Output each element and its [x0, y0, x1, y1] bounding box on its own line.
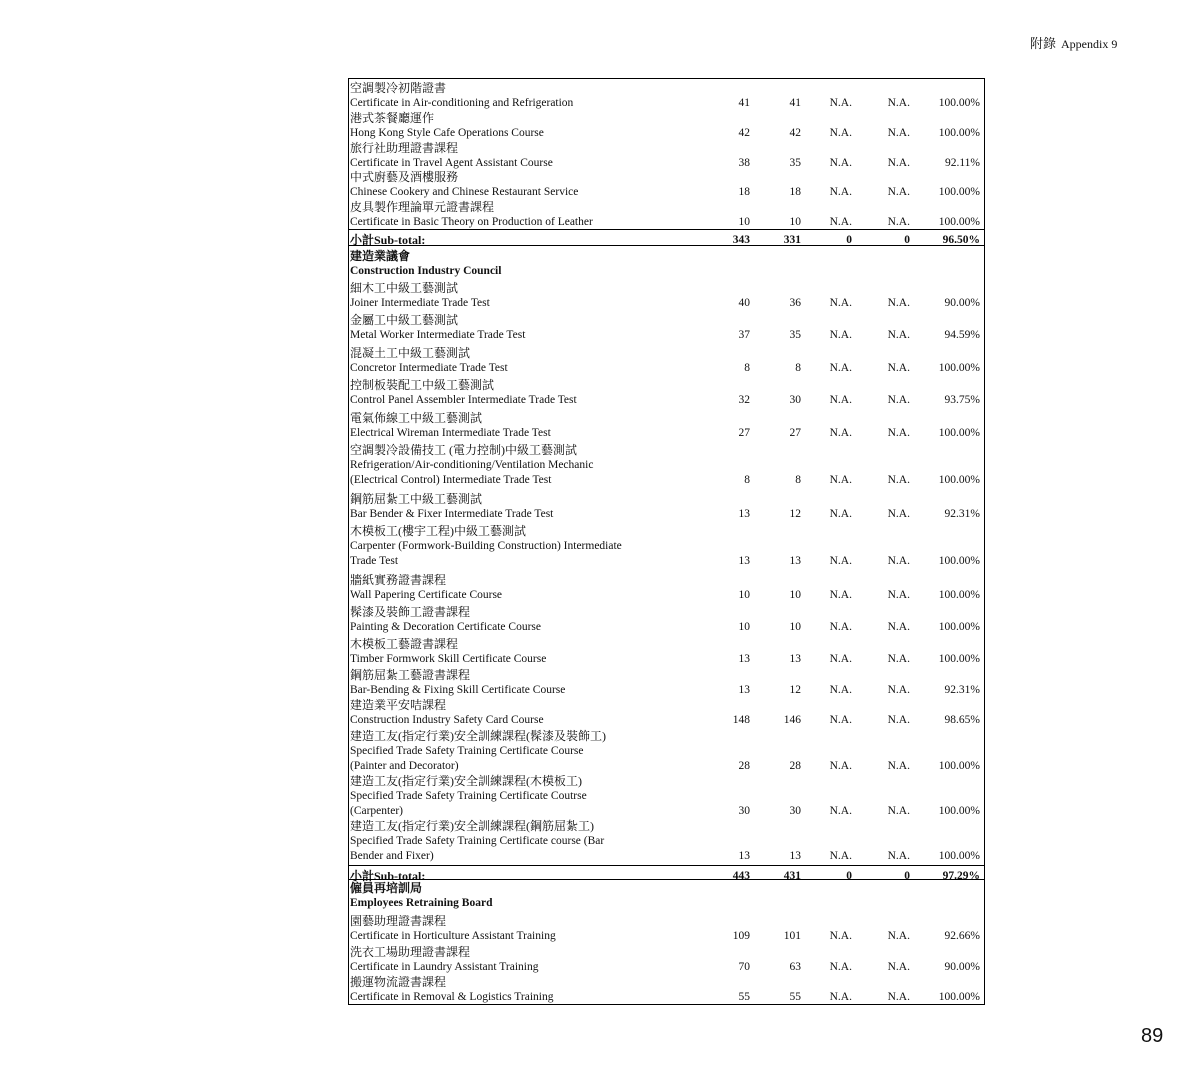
- applicants-value: 13: [738, 653, 750, 665]
- rate-value: 100.00%: [938, 216, 980, 228]
- applicants-value: 37: [738, 329, 750, 341]
- col3-value: N.A.: [829, 930, 852, 942]
- enrolled-value: 13: [789, 653, 801, 665]
- enrolled-value: 10: [789, 589, 801, 601]
- col3-value: N.A.: [829, 394, 852, 406]
- applicants-value: 443: [732, 870, 750, 882]
- applicants-value: 8: [744, 362, 750, 374]
- col3-value: N.A.: [829, 362, 852, 374]
- col4-value: N.A.: [887, 362, 910, 374]
- course-name-line: Control Panel Assembler Intermediate Trade Test: [350, 394, 577, 406]
- rate-value: 100.00%: [938, 850, 980, 862]
- col4-value: 0: [904, 234, 910, 246]
- enrolled-value: 55: [789, 991, 801, 1003]
- rate-value: 100.00%: [938, 653, 980, 665]
- enrolled-value: 12: [789, 508, 801, 520]
- table-row: [349, 573, 984, 603]
- enrolled-value: 63: [789, 961, 801, 973]
- course-name-line: Specified Trade Safety Training Certificate Course: [350, 745, 584, 757]
- appendix-label-zh: 附錄: [1030, 36, 1057, 51]
- table-row: [349, 411, 984, 441]
- section-title: Employees Retraining Board: [350, 897, 493, 909]
- course-name-line: Joiner Intermediate Trade Test: [350, 297, 490, 309]
- col3-value: N.A.: [829, 508, 852, 520]
- rate-value: 100.00%: [938, 589, 980, 601]
- enrolled-value: 10: [789, 621, 801, 633]
- col4-value: N.A.: [887, 621, 910, 633]
- applicants-value: 10: [738, 589, 750, 601]
- applicants-value: 27: [738, 427, 750, 439]
- table-row: [349, 729, 984, 774]
- course-name-line: 中式廚藝及酒樓服務: [350, 170, 459, 184]
- course-name-line: 木模板工(樓宇工程)中級工藝測試: [350, 524, 526, 538]
- col3-value: N.A.: [829, 474, 852, 486]
- col3-value: N.A.: [829, 555, 852, 567]
- course-name-line: Construction Industry Safety Card Course: [350, 714, 544, 726]
- course-name-line: Certificate in Air-conditioning and Refrigeration: [350, 97, 574, 109]
- col4-value: N.A.: [887, 186, 910, 198]
- col3-value: N.A.: [829, 427, 852, 439]
- applicants-value: 38: [738, 157, 750, 169]
- table-row: [349, 605, 984, 635]
- col3-value: N.A.: [829, 621, 852, 633]
- col4-value: N.A.: [887, 555, 910, 567]
- applicants-value: 41: [738, 97, 750, 109]
- table-row: [349, 945, 984, 975]
- section-header-row: [349, 881, 984, 911]
- enrolled-value: 30: [789, 394, 801, 406]
- applicants-value: 109: [732, 930, 750, 942]
- course-name-line: Trade Test: [350, 555, 399, 567]
- row-divider: [349, 245, 984, 246]
- course-name-line: Chinese Cookery and Chinese Restaurant Service: [350, 186, 579, 198]
- rate-value: 100.00%: [938, 427, 980, 439]
- enrolled-value: 431: [783, 870, 801, 882]
- applicants-value: 343: [732, 234, 750, 246]
- course-name-line: 建造工友(指定行業)安全訓練課程(鋼筋屈紮工): [350, 819, 594, 833]
- enrolled-value: 331: [783, 234, 801, 246]
- table-row: [349, 819, 984, 864]
- col3-value: N.A.: [829, 760, 852, 772]
- subtotal-label: 小計Sub-total:: [350, 233, 426, 247]
- course-name-line: Certificate in Basic Theory on Production of Leather: [350, 216, 593, 228]
- enrolled-value: 146: [783, 714, 801, 726]
- table-row: [349, 170, 984, 200]
- enrolled-value: 101: [783, 930, 801, 942]
- rate-value: 93.75%: [944, 394, 980, 406]
- rate-value: 100.00%: [938, 805, 980, 817]
- col4-value: N.A.: [887, 805, 910, 817]
- applicants-value: 13: [738, 850, 750, 862]
- col4-value: N.A.: [887, 961, 910, 973]
- col4-value: N.A.: [887, 427, 910, 439]
- applicants-value: 13: [738, 684, 750, 696]
- page-number: 89: [1141, 1025, 1164, 1047]
- col3-value: 0: [846, 234, 852, 246]
- col3-value: N.A.: [829, 684, 852, 696]
- course-name-line: Specified Trade Safety Training Certificate Coutrse: [350, 790, 587, 802]
- enrolled-value: 42: [789, 127, 801, 139]
- rate-value: 100.00%: [938, 186, 980, 198]
- table-row: [349, 81, 984, 111]
- course-name-line: 鋼筋屈紮工藝證書課程: [350, 668, 471, 682]
- table-row: [349, 346, 984, 376]
- col4-value: N.A.: [887, 329, 910, 341]
- row-divider: [349, 229, 984, 230]
- applicants-value: 10: [738, 216, 750, 228]
- col4-value: 0: [904, 870, 910, 882]
- col3-value: N.A.: [829, 805, 852, 817]
- course-name-line: 鋼筋屈紮工中級工藝測試: [350, 492, 483, 506]
- course-name-line: Specified Trade Safety Training Certificate course (Bar: [350, 835, 605, 847]
- applicants-value: 42: [738, 127, 750, 139]
- applicants-value: 18: [738, 186, 750, 198]
- appendix-label-en: Appendix 9: [1061, 37, 1118, 51]
- table-row: [349, 313, 984, 343]
- applicants-value: 32: [738, 394, 750, 406]
- col4-value: N.A.: [887, 474, 910, 486]
- subtotal-label: 小計Sub-total:: [350, 869, 426, 883]
- course-name-line: 混凝土工中級工藝測試: [350, 346, 471, 360]
- course-name-line: 港式茶餐廳運作: [350, 111, 435, 125]
- rate-value: 100.00%: [938, 127, 980, 139]
- section-title: Construction Industry Council: [350, 265, 502, 277]
- course-name-line: Metal Worker Intermediate Trade Test: [350, 329, 526, 341]
- course-name-line: 園藝助理證書課程: [350, 914, 447, 928]
- course-name-line: Bar-Bending & Fixing Skill Certificate Course: [350, 684, 566, 696]
- table-row: [349, 378, 984, 408]
- rate-value: 92.66%: [944, 930, 980, 942]
- table-row: [349, 774, 984, 819]
- enrolled-value: 35: [789, 329, 801, 341]
- col3-value: N.A.: [829, 297, 852, 309]
- applicants-value: 8: [744, 474, 750, 486]
- table-row: [349, 975, 984, 1005]
- applicants-value: 13: [738, 555, 750, 567]
- col3-value: N.A.: [829, 961, 852, 973]
- col3-value: N.A.: [829, 589, 852, 601]
- rate-value: 90.00%: [944, 961, 980, 973]
- course-name-line: Refrigeration/Air-conditioning/Ventilation Mechanic: [350, 459, 594, 471]
- applicants-value: 13: [738, 508, 750, 520]
- rate-value: 100.00%: [938, 555, 980, 567]
- enrolled-value: 8: [795, 474, 801, 486]
- enrolled-value: 13: [789, 850, 801, 862]
- enrolled-value: 18: [789, 186, 801, 198]
- rate-value: 98.65%: [944, 714, 980, 726]
- col4-value: N.A.: [887, 850, 910, 862]
- course-name-line: 木模板工藝證書課程: [350, 637, 459, 651]
- course-name-line: Certificate in Horticulture Assistant Training: [350, 930, 556, 942]
- col3-value: N.A.: [829, 127, 852, 139]
- rate-value: 100.00%: [938, 362, 980, 374]
- section-header-row: [349, 249, 984, 279]
- rate-value: 100.00%: [938, 760, 980, 772]
- enrolled-value: 41: [789, 97, 801, 109]
- col3-value: N.A.: [829, 991, 852, 1003]
- course-name-line: Timber Formwork Skill Certificate Course: [350, 653, 547, 665]
- section-title: 建造業議會: [350, 249, 411, 263]
- table-row: [349, 668, 984, 698]
- table-row: [349, 443, 984, 488]
- enrolled-value: 10: [789, 216, 801, 228]
- col4-value: N.A.: [887, 589, 910, 601]
- col3-value: 0: [846, 870, 852, 882]
- rate-value: 90.00%: [944, 297, 980, 309]
- col3-value: N.A.: [829, 186, 852, 198]
- applicants-value: 55: [738, 991, 750, 1003]
- course-name-line: Certificate in Travel Agent Assistant Course: [350, 157, 553, 169]
- course-name-line: 建造工友(指定行業)安全訓練課程(髹漆及裝飾工): [350, 729, 606, 743]
- table-row: [349, 914, 984, 944]
- course-name-line: 金屬工中級工藝測試: [350, 313, 459, 327]
- course-name-line: Electrical Wireman Intermediate Trade Test: [350, 427, 551, 439]
- col3-value: N.A.: [829, 850, 852, 862]
- course-name-line: 建造業平安咭課程: [350, 698, 447, 712]
- section-title: 僱員再培訓局: [350, 881, 423, 895]
- course-name-line: Carpenter (Formwork-Building Construction) Intermediate: [350, 540, 622, 552]
- page-header: [1030, 33, 1117, 52]
- col4-value: N.A.: [887, 714, 910, 726]
- course-name-line: (Carpenter): [350, 805, 403, 817]
- table-row: [349, 281, 984, 311]
- rate-value: 100.00%: [938, 474, 980, 486]
- row-divider: [349, 865, 984, 866]
- col4-value: N.A.: [887, 508, 910, 520]
- course-name-line: 建造工友(指定行業)安全訓練課程(木模板工): [350, 774, 582, 788]
- col3-value: N.A.: [829, 97, 852, 109]
- enrolled-value: 30: [789, 805, 801, 817]
- enrolled-value: 8: [795, 362, 801, 374]
- course-name-line: 牆紙實務證書課程: [350, 573, 447, 587]
- rate-value: 100.00%: [938, 97, 980, 109]
- course-name-line: (Electrical Control) Intermediate Trade Test: [350, 474, 552, 486]
- rate-value: 97.29%: [942, 870, 980, 882]
- col3-value: N.A.: [829, 714, 852, 726]
- table-row: [349, 524, 984, 569]
- rate-value: 96.50%: [942, 234, 980, 246]
- col4-value: N.A.: [887, 157, 910, 169]
- course-name-line: 細木工中級工藝測試: [350, 281, 459, 295]
- applicants-value: 30: [738, 805, 750, 817]
- col4-value: N.A.: [887, 97, 910, 109]
- table-row: [349, 492, 984, 522]
- course-name-line: Wall Papering Certificate Course: [350, 589, 503, 601]
- course-name-line: Bender and Fixer): [350, 850, 434, 862]
- enrolled-value: 12: [789, 684, 801, 696]
- col3-value: N.A.: [829, 216, 852, 228]
- col4-value: N.A.: [887, 684, 910, 696]
- rate-value: 92.11%: [944, 157, 980, 169]
- col4-value: N.A.: [887, 760, 910, 772]
- course-name-line: Hong Kong Style Cafe Operations Course: [350, 127, 544, 139]
- course-name-line: (Painter and Decorator): [350, 760, 459, 772]
- rate-value: 100.00%: [938, 621, 980, 633]
- course-name-line: Painting & Decoration Certificate Course: [350, 621, 541, 633]
- course-name-line: 洗衣工場助理證書課程: [350, 945, 471, 959]
- table-row: [349, 111, 984, 141]
- col3-value: N.A.: [829, 653, 852, 665]
- course-results-table: [348, 78, 985, 1005]
- course-name-line: 空調製冷初階證書: [350, 81, 447, 95]
- rate-value: 100.00%: [938, 991, 980, 1003]
- col4-value: N.A.: [887, 930, 910, 942]
- enrolled-value: 28: [789, 760, 801, 772]
- course-name-line: Bar Bender & Fixer Intermediate Trade Test: [350, 508, 554, 520]
- course-name-line: Concretor Intermediate Trade Test: [350, 362, 508, 374]
- applicants-value: 28: [738, 760, 750, 772]
- col4-value: N.A.: [887, 653, 910, 665]
- table-row: [349, 200, 984, 230]
- rate-value: 92.31%: [944, 684, 980, 696]
- col4-value: N.A.: [887, 297, 910, 309]
- table-row: [349, 637, 984, 667]
- col3-value: N.A.: [829, 329, 852, 341]
- col3-value: N.A.: [829, 157, 852, 169]
- enrolled-value: 36: [789, 297, 801, 309]
- course-name-line: 電氣佈線工中級工藝測試: [350, 411, 483, 425]
- col4-value: N.A.: [887, 991, 910, 1003]
- applicants-value: 148: [732, 714, 750, 726]
- applicants-value: 70: [738, 961, 750, 973]
- enrolled-value: 27: [789, 427, 801, 439]
- enrolled-value: 35: [789, 157, 801, 169]
- course-name-line: 皮具製作理論單元證書課程: [350, 200, 495, 214]
- table-row: [349, 698, 984, 728]
- course-name-line: 控制板裝配工中級工藝測試: [350, 378, 495, 392]
- col4-value: N.A.: [887, 394, 910, 406]
- course-name-line: 旅行社助理證書課程: [350, 141, 459, 155]
- rate-value: 94.59%: [944, 329, 980, 341]
- col4-value: N.A.: [887, 216, 910, 228]
- course-name-line: 搬運物流證書課程: [350, 975, 447, 989]
- applicants-value: 40: [738, 297, 750, 309]
- rate-value: 92.31%: [944, 508, 980, 520]
- applicants-value: 10: [738, 621, 750, 633]
- course-name-line: Certificate in Laundry Assistant Training: [350, 961, 539, 973]
- course-name-line: 空調製冷設備技工 (電力控制)中級工藝測試: [350, 443, 577, 457]
- col4-value: N.A.: [887, 127, 910, 139]
- course-name-line: 髹漆及裝飾工證書課程: [350, 605, 471, 619]
- enrolled-value: 13: [789, 555, 801, 567]
- course-name-line: Certificate in Removal & Logistics Training: [350, 991, 554, 1003]
- row-divider: [349, 879, 984, 880]
- table-row: [349, 141, 984, 171]
